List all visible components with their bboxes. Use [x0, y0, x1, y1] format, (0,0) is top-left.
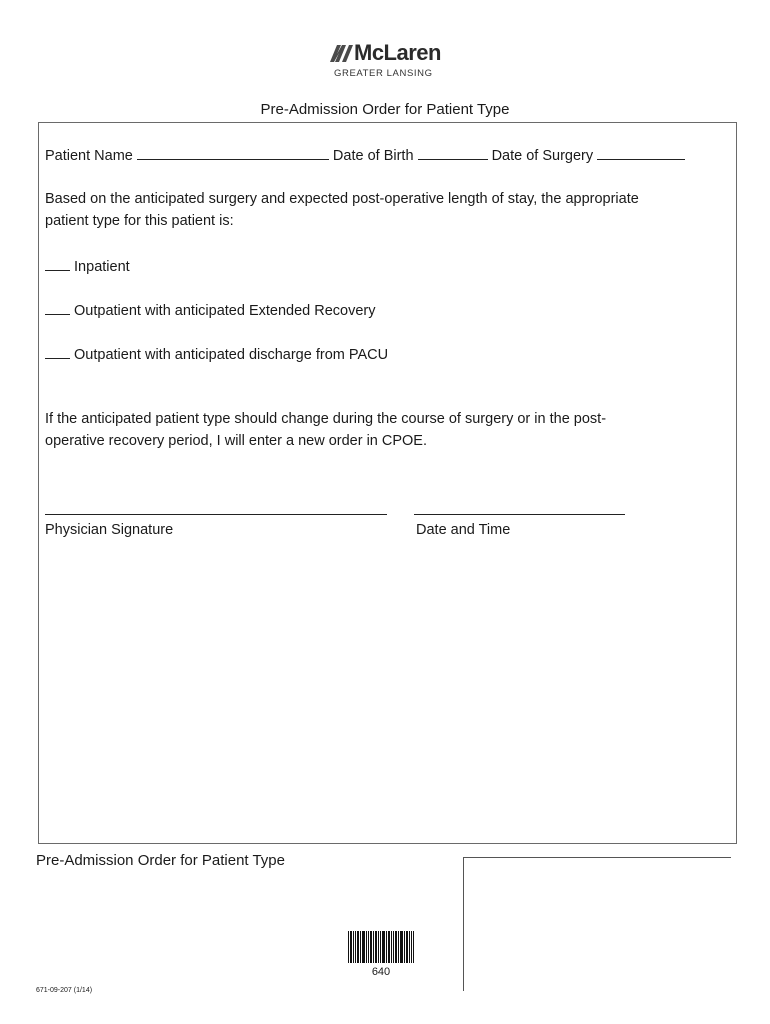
patient-name-field[interactable]	[137, 146, 329, 160]
mclaren-logo	[328, 40, 448, 84]
date-of-birth-label: Date of Birth	[332, 148, 414, 164]
option-extended-recovery	[45, 301, 376, 319]
logo-subtitle: GREATER LANSING	[334, 68, 433, 79]
date-of-surgery-field[interactable]	[597, 146, 685, 160]
label-area-left-border	[463, 857, 464, 991]
form-number: 671-09-207 (1/14)	[36, 987, 93, 994]
mclaren-logo-mark-icon	[328, 42, 354, 64]
option-inpatient-checkbox[interactable]	[45, 257, 70, 271]
patient-info-row	[45, 146, 685, 164]
form-frame	[38, 122, 737, 844]
intro-line-2: patient type for this patient is:	[45, 213, 234, 229]
option-inpatient-label: Inpatient	[74, 259, 130, 275]
date-of-surgery-label: Date of Surgery	[491, 148, 594, 164]
barcode-number: 640	[371, 966, 391, 978]
label-area-top-border	[463, 857, 731, 858]
change-line-1: If the anticipated patient type should change during the course of surgery or in the post-	[45, 411, 607, 427]
option-pacu-discharge	[45, 345, 388, 363]
option-extended-recovery-checkbox[interactable]	[45, 301, 70, 315]
date-time-label: Date and Time	[416, 522, 511, 538]
intro-line-1: Based on the anticipated surgery and expected post-operative length of stay, the appropriate	[45, 191, 639, 207]
option-pacu-discharge-label: Outpatient with anticipated discharge from PACU	[74, 347, 389, 363]
logo-brand-text: McLaren	[354, 40, 441, 65]
physician-signature-label: Physician Signature	[45, 522, 174, 538]
date-of-birth-field[interactable]	[418, 146, 488, 160]
patient-name-label: Patient Name	[45, 148, 133, 164]
option-extended-recovery-label: Outpatient with anticipated Extended Recovery	[74, 303, 376, 319]
footer-title: Pre-Admission Order for Patient Type	[36, 852, 285, 869]
change-line-2: operative recovery period, I will enter a new order in CPOE.	[45, 433, 428, 449]
option-pacu-discharge-checkbox[interactable]	[45, 345, 70, 359]
date-time-line[interactable]	[414, 514, 625, 515]
form-title: Pre-Admission Order for Patient Type	[260, 101, 510, 118]
option-inpatient	[45, 257, 130, 275]
physician-signature-line[interactable]	[45, 514, 387, 515]
barcode	[348, 931, 414, 963]
